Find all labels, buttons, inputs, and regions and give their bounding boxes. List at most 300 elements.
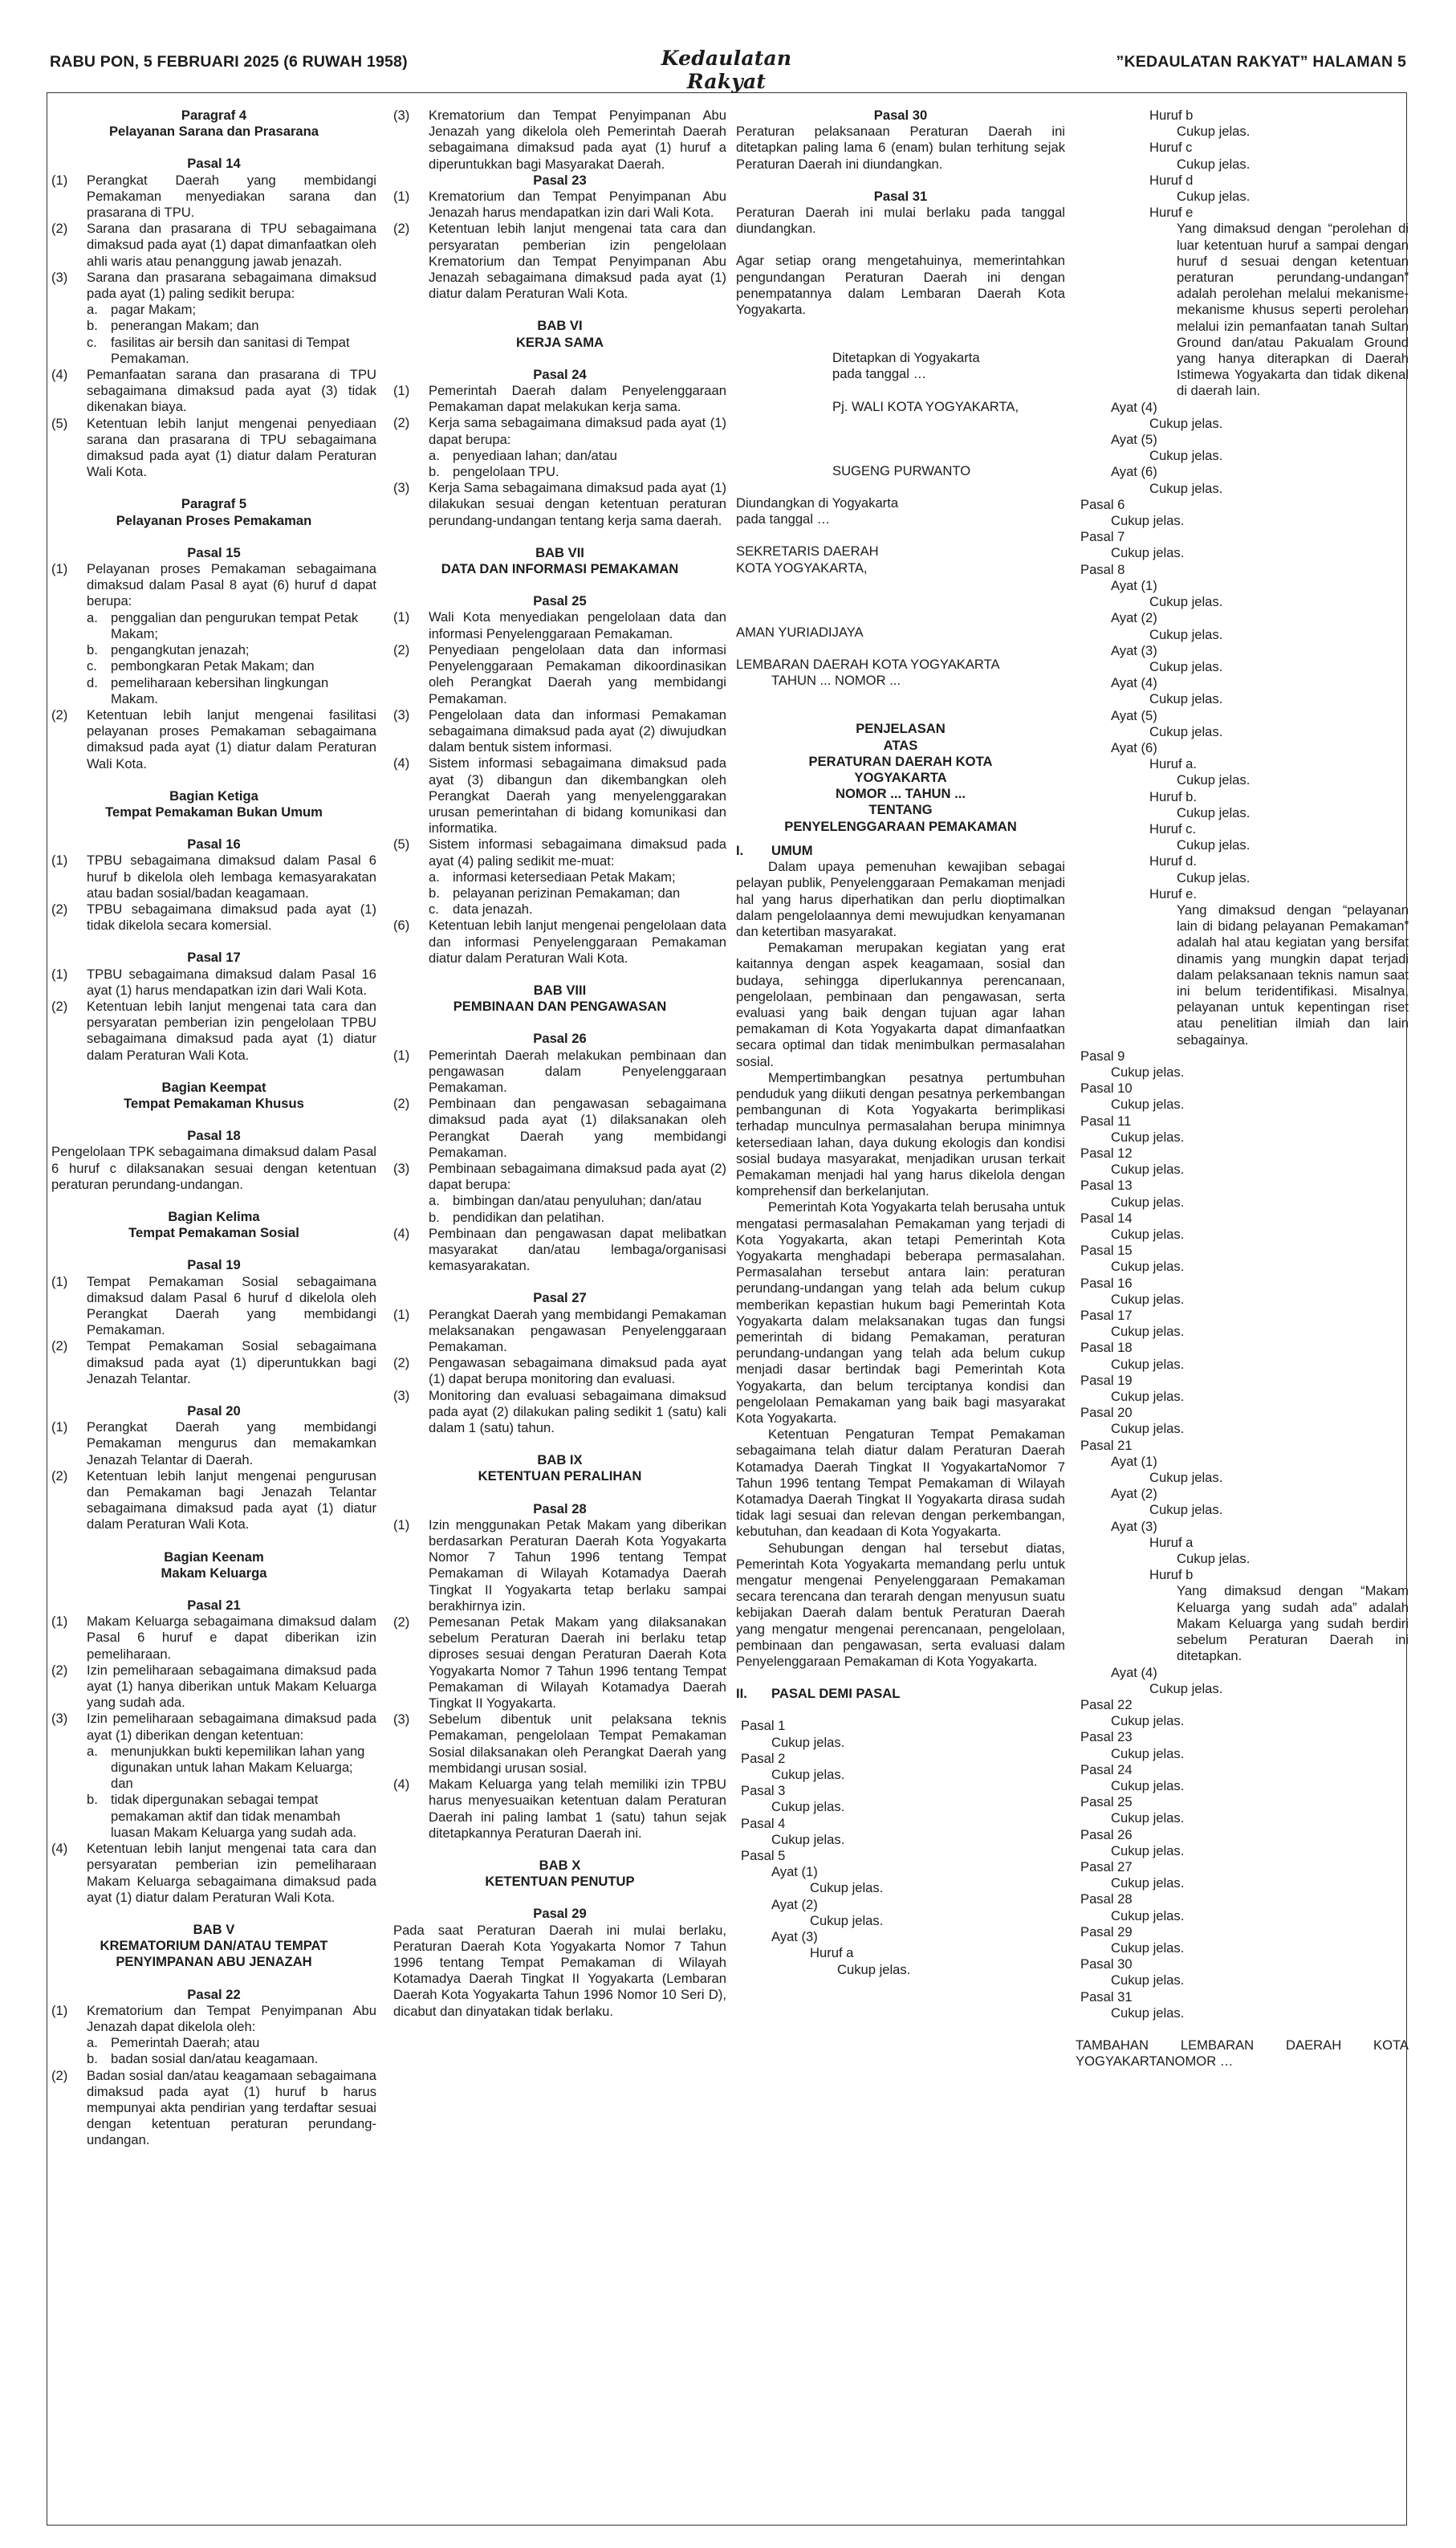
numbered-item: [51, 2003, 376, 2035]
explanation-line: Pasal 31: [1080, 1988, 1133, 2005]
numbered-item: [51, 1468, 376, 1533]
numbered-item: [393, 918, 726, 967]
paragraph: TAHUN ... NOMOR ...: [771, 673, 901, 689]
heading: Pelayanan Sarana dan Prasarana: [108, 124, 319, 140]
item-number: (3): [393, 1387, 410, 1403]
numbered-item: [51, 999, 376, 1064]
spacer: [51, 1971, 376, 1987]
explanation-line: Cukup jelas.: [1111, 1939, 1185, 1956]
spacer: [51, 1581, 376, 1598]
explanation-line: Huruf e: [1149, 205, 1194, 221]
item-text: Sarana dan prasarana sebagaimana dimaksud pada ayat (1) paling sedikit berupa:: [87, 269, 376, 302]
sub-item-text: pagar Makam;: [111, 302, 197, 318]
explanation-line: Cukup jelas.: [1111, 1064, 1185, 1080]
heading: Pasal 29: [533, 1906, 587, 1922]
item-number: (1): [393, 383, 410, 399]
paragraph: Pemakaman merupakan kegiatan yang erat kaitannya dengan aspek keagamaan, sosial dan budaya, sehingga diperlukannya perencanaan, pengelolaan, pembinaan dan pengawasan, serta evaluasi yang baik dengan tujuan agar lahan pemakaman di Kota Yogyakarta dapat dimanfaatkan secara optimal dan tidak menimbulkan permasalahan sosial.: [736, 940, 1065, 1069]
spacer: [393, 1890, 726, 1906]
sub-item-letter: c.: [87, 658, 97, 674]
numbered-item: [393, 609, 726, 641]
sub-item-text: pembongkaran Petak Makam; dan: [111, 658, 315, 674]
page-number-label: ”KEDAULATAN RAKYAT” HALAMAN 5: [1116, 53, 1406, 71]
numbered-item: [51, 1338, 376, 1387]
spacer: [736, 334, 1065, 350]
spacer: [51, 480, 376, 496]
item-number: (1): [393, 1516, 410, 1532]
heading: NOMOR ... TAHUN ...: [836, 786, 966, 802]
sub-item-letter: a.: [429, 447, 440, 463]
sub-item-text: pengangkutan jenazah;: [111, 642, 250, 658]
spacer: [736, 527, 1065, 543]
explanation-line: Cukup jelas.: [1149, 626, 1223, 642]
spacer: [736, 592, 1065, 609]
item-text: Izin menggunakan Petak Makam yang diberikan berdasarkan Peraturan Daerah Kota Yogyakarta Nomor 7 Tahun 1996 tentang Tempat Pemakaman di Wilayah Kotamadya Daerah Tingkat II Yogyakarta tetap berlaku sampai berakhirnya izin.: [429, 1516, 726, 1614]
paragraph: Peraturan pelaksanaan Peraturan Daerah ini ditetapkan paling lama 6 (enam) bulan terhitung sejak Peraturan Daerah ini diundangkan.: [736, 124, 1065, 172]
heading: BAB IX: [537, 1452, 583, 1468]
sub-item-text: penyediaan lahan; dan/atau: [453, 447, 617, 463]
explanation-line: Pasal 15: [1080, 1243, 1133, 1259]
item-number: (3): [393, 706, 410, 722]
explanation-line: Cukup jelas.: [1177, 1551, 1251, 1567]
item-number: (2): [393, 415, 410, 431]
explanation-line: Huruf d: [1149, 172, 1194, 188]
explanation-line: Ayat (6): [1111, 739, 1157, 755]
explanation-line: Huruf c: [1149, 140, 1193, 156]
explanation-line: Yang dimaksud dengan “perolehan di luar ketentuan huruf a sampai dengan huruf d sesuai dengan ketentuan peraturan perundang-undangan” adalah perolehan melalui mekanisme-mekanisme khusus seperti perolehan melalui izin pemanfaatan tanah Sultan Ground dan/atau Pakualam Ground yang hanya diterapkan di Daerah Istimewa Yogyakarta dan tidak dikenal di daerah lain.: [1177, 221, 1409, 399]
item-number: (3): [393, 480, 410, 496]
explanation-line: Huruf a: [810, 1945, 854, 1961]
numbered-item: [51, 270, 376, 302]
explanation-line: Cukup jelas.: [1111, 545, 1185, 561]
heading: KERJA SAMA: [515, 334, 604, 350]
explanation-line: Cukup jelas.: [1149, 1680, 1223, 1696]
item-text: Sistem informasi sebagaimana dimaksud pada ayat (4) paling sedikit me-muat:: [429, 836, 726, 869]
sub-item-letter: d.: [87, 674, 98, 690]
text-column-2: [393, 108, 726, 2020]
item-number: (1): [51, 853, 68, 869]
explanation-line: Pasal 24: [1080, 1761, 1133, 1777]
explanation-line: Cukup jelas.: [1111, 1842, 1185, 1858]
spacer: [393, 1274, 726, 1290]
explanation-line: Pasal 19: [1080, 1372, 1133, 1388]
heading: PERATURAN DAERAH KOTA: [808, 753, 993, 769]
heading: Pasal 18: [187, 1128, 241, 1144]
sub-item: [51, 302, 376, 318]
explanation-line: Ayat (1): [1111, 577, 1157, 593]
explanation-line: Pasal 1: [741, 1718, 786, 1734]
explanation-line: Cukup jelas.: [1149, 1502, 1223, 1518]
sub-item-letter: a.: [87, 609, 98, 625]
item-text: TPBU sebagaimana dimaksud dalam Pasal 6 huruf b dikelola oleh lembaga kemasyarakatan atau badan sosial/badan keagamaan.: [87, 853, 376, 901]
explanation-line: Cukup jelas.: [1111, 1259, 1185, 1275]
numbered-item: [393, 480, 726, 529]
heading: KREMATORIUM DAN/ATAU TEMPAT: [100, 1938, 328, 1954]
spacer: [51, 529, 376, 545]
sub-item-letter: b.: [429, 885, 440, 901]
item-text: Penyediaan pengelolaan data dan informasi Penyelenggaraan Pemakaman dikoordinasikan oleh Perangkat Daerah yang membidangi Pemakaman.: [429, 641, 726, 706]
sub-item-text: bimbingan dan/atau penyuluhan; dan/atau: [453, 1193, 702, 1209]
item-text: Pengawasan sebagaimana dimaksud pada ayat (1) dapat berupa monitoring dan evaluasi.: [429, 1355, 726, 1387]
explanation-line: Pasal 20: [1080, 1405, 1133, 1421]
numbered-item: [51, 1274, 376, 1339]
item-text: Pembinaan dan pengawasan sebagaimana dimaksud pada ayat (1) dilaksanakan oleh Perangkat Daerah yang membidangi Pemakaman.: [429, 1096, 726, 1160]
item-number: (1): [51, 2002, 68, 2018]
item-text: Izin pemeliharaan sebagaimana dimaksud pada ayat (1) hanya diberikan untuk Makam Keluarga yang sudah ada.: [87, 1662, 376, 1711]
item-text: TPBU sebagaimana dimaksud dalam Pasal 16 ayat (1) harus mendapatkan izin dari Wali Kota.: [87, 966, 376, 998]
heading: PENJELASAN: [856, 721, 946, 737]
spacer: [393, 577, 726, 593]
explanation-line: Cukup jelas.: [1177, 837, 1251, 853]
spacer: [736, 609, 1065, 625]
sub-item-text: penggalian dan pengurukan tempat Petak Makam;: [111, 609, 359, 641]
sub-item-letter: c.: [429, 902, 439, 918]
explanation-line: Pasal 9: [1080, 1048, 1125, 1064]
sub-item-letter: a.: [87, 2035, 98, 2051]
sub-item-text: pemeliharaan kebersihan lingkungan Makam.: [111, 674, 329, 706]
item-text: PASAL DEMI PASAL: [771, 1686, 901, 1702]
paragraph: SEKRETARIS DAERAH: [736, 543, 879, 560]
paragraph: AMAN YURIADIJAYA: [736, 624, 864, 640]
item-text: Makam Keluarga yang telah memiliki izin TPBU harus menyesuaikan ketentuan dalam Peraturan Daerah ini paling lambat 1 (satu) tahun sejak ditetapkannya Peraturan Daerah ini.: [429, 1777, 726, 1841]
item-text: Sebelum dibentuk unit pelaksana teknis Pemakaman, pengelolaan Tempat Pemakaman Sosial dilaksanakan oleh Perangkat Daerah yang membidangi urusan sosial.: [429, 1712, 726, 1776]
sub-item-letter: b.: [87, 642, 98, 658]
item-text: Tempat Pemakaman Sosial sebagaimana dimaksud dalam Pasal 6 huruf d dikelola oleh Perangkat Daerah yang membidangi Pemakaman.: [87, 1273, 376, 1338]
item-number: (1): [51, 966, 68, 982]
spacer: [393, 1485, 726, 1501]
numbered-item: [51, 561, 376, 610]
explanation-line: Cukup jelas.: [1177, 189, 1251, 205]
item-text: Tempat Pemakaman Sosial sebagaimana dimaksud pada ayat (1) diperuntukkan bagi Jenazah Telantar.: [87, 1338, 376, 1386]
item-number: (2): [393, 1355, 410, 1371]
spacer: [736, 237, 1065, 253]
numbered-item: [393, 1355, 726, 1387]
sub-item-text: pendidikan dan pelatihan.: [453, 1209, 605, 1225]
spacer: [51, 820, 376, 836]
sub-item-text: pengelolaan TPU.: [453, 464, 559, 480]
sub-item: [393, 1193, 726, 1209]
paragraph: Peraturan Daerah ini mulai berlaku pada tanggal diundangkan.: [736, 205, 1065, 237]
explanation-line: Cukup jelas.: [1111, 1097, 1185, 1113]
explanation-line: Huruf b: [1149, 1567, 1194, 1583]
sub-item-text: Pemerintah Daerah; atau: [111, 2035, 260, 2051]
item-text: UMUM: [771, 842, 813, 858]
paragraph: KOTA YOGYAKARTA,: [736, 560, 868, 576]
item-text: Kerja Sama sebagaimana dimaksud pada ayat (1) dilakukan sesuai dengan ketentuan peraturan perundang-undangan tentang kerja sama daerah.: [429, 480, 726, 528]
item-number: (2): [51, 706, 68, 722]
numbered-item: [393, 836, 726, 869]
item-number: (1): [393, 609, 410, 625]
item-number: (2): [51, 1338, 68, 1354]
section-heading: [736, 1686, 1065, 1702]
numbered-item: [51, 707, 376, 772]
item-number: (2): [51, 1662, 68, 1678]
heading: Pasal 20: [187, 1403, 241, 1419]
heading: Bagian Ketiga: [169, 788, 258, 804]
explanation-line: Cukup jelas.: [771, 1767, 845, 1783]
sub-item: [51, 675, 376, 707]
heading: TENTANG: [868, 802, 933, 818]
sub-item: [393, 885, 726, 902]
numbered-item: [393, 221, 726, 302]
explanation-line: Ayat (5): [1111, 707, 1157, 723]
spacer: [736, 641, 1065, 657]
explanation-line: Huruf b.: [1149, 788, 1198, 804]
numbered-item: [393, 383, 726, 415]
explanation-line: Ayat (5): [1111, 432, 1157, 448]
explanation-line: Cukup jelas.: [1111, 1745, 1185, 1761]
sub-item: [393, 902, 726, 918]
explanation-line: Cukup jelas.: [1111, 1162, 1185, 1178]
item-text: Ketentuan lebih lanjut mengenai pengelolaan data dan informasi Penyelenggaraan Pemakaman diatur dalam Peraturan Wali Kota.: [429, 918, 726, 966]
spacer: [393, 351, 726, 367]
numbered-item: [51, 1419, 376, 1468]
explanation-line: Ayat (2): [771, 1896, 818, 1912]
item-text: Perangkat Daerah yang membidangi Pemakaman mengurus dan memakamkan Jenazah Telantar di Daerah.: [87, 1419, 376, 1467]
explanation-line: Cukup jelas.: [1149, 448, 1223, 464]
explanation-line: Cukup jelas.: [1149, 723, 1223, 739]
spacer: [393, 302, 726, 318]
item-text: Ketentuan lebih lanjut mengenai penyediaan sarana dan prasarana di TPU sebagaimana dimaksud pada ayat (1) diatur dalam Peraturan Wali Kota.: [87, 415, 376, 480]
item-number: (3): [393, 1712, 410, 1728]
explanation-line: Cukup jelas.: [1111, 1324, 1185, 1340]
item-text: Krematorium dan Tempat Penyimpanan Abu Jenazah yang dikelola oleh Pemerintah Daerah sebagaimana dimaksud pada ayat (1) huruf a diperuntukkan bagi Masyarakat Daerah.: [429, 108, 726, 172]
explanation-line: Ayat (1): [1111, 1453, 1157, 1469]
sub-item-letter: b.: [87, 1792, 98, 1808]
paragraph: Ketentuan Pengaturan Tempat Pemakaman sebagaimana telah diatur dalam Peraturan Daerah Kotamadya Daerah Tingkat II YogyakartaNomor 7 Tahun 1996 tentang Tempat Pemakaman di Wilayah Kotamadya Daerah Tingkat II Yogyakarta dirasa sudah tidak lagi sesuai dan relevan dengan perkembangan, kebutuhan, dan keadaan di Kota Yogyakarta.: [736, 1427, 1065, 1540]
spacer: [51, 1241, 376, 1257]
item-text: Ketentuan lebih lanjut mengenai fasilitasi pelayanan proses Pemakaman sebagaimana dimaksud pada ayat (1) diatur dalam Peraturan Wali Kota.: [87, 706, 376, 771]
item-number: (2): [51, 221, 68, 237]
explanation-line: Cukup jelas.: [1177, 869, 1251, 885]
item-number: (2): [393, 1096, 410, 1112]
explanation-line: Ayat (4): [1111, 399, 1157, 415]
heading: Tempat Pemakaman Sosial: [128, 1225, 299, 1241]
item-text: Makam Keluarga sebagaimana dimaksud dalam Pasal 6 huruf e dapat diberikan izin pemeliharaan.: [87, 1614, 376, 1662]
item-number: II.: [736, 1686, 747, 1702]
item-number: (2): [393, 641, 410, 657]
sub-item: [51, 335, 376, 367]
explanation-line: Cukup jelas.: [1111, 513, 1185, 529]
explanation-line: Pasal 26: [1080, 1826, 1133, 1842]
sub-item-letter: b.: [429, 1209, 440, 1225]
item-number: (1): [51, 561, 68, 577]
explanation-line: Cukup jelas.: [837, 1961, 911, 1977]
text-column-4: [1076, 108, 1409, 2070]
spacer: [393, 529, 726, 545]
text-column-1: [51, 108, 376, 2149]
heading: Pasal 24: [533, 366, 587, 382]
item-number: (6): [393, 918, 410, 934]
heading: Pasal 21: [187, 1598, 241, 1614]
spacer: [51, 934, 376, 950]
explanation-line: Pasal 28: [1080, 1891, 1133, 1907]
explanation-line: Pasal 7: [1080, 529, 1125, 545]
item-text: Pemerintah Daerah melakukan pembinaan dan pengawasan dalam Penyelenggaraan Pemakaman.: [429, 1047, 726, 1095]
item-text: Krematorium dan Tempat Penyimpanan Abu Jenazah harus mendapatkan izin dari Wali Kota.: [429, 189, 726, 221]
item-number: (3): [51, 1711, 68, 1727]
numbered-item: [393, 1226, 726, 1275]
sub-item-text: data jenazah.: [453, 902, 533, 918]
numbered-item: [51, 173, 376, 222]
spacer: [736, 689, 1065, 705]
heading: Paragraf 4: [181, 108, 247, 123]
item-text: Pelayanan proses Pemakaman sebagaimana dimaksud dalam Pasal 8 ayat (6) huruf d dapat berupa:: [87, 561, 376, 609]
item-number: (4): [393, 1777, 410, 1793]
explanation-line: Cukup jelas.: [1111, 1227, 1185, 1243]
explanation-line: Huruf c.: [1149, 820, 1197, 836]
spacer: [393, 1842, 726, 1858]
explanation-line: Huruf a.: [1149, 756, 1198, 772]
sub-item: [51, 318, 376, 334]
explanation-line: Pasal 5: [741, 1848, 786, 1864]
explanation-line: Pasal 29: [1080, 1923, 1133, 1939]
item-number: (1): [393, 189, 410, 205]
numbered-item: [51, 902, 376, 934]
sub-item-letter: a.: [87, 302, 98, 318]
explanation-line: Cukup jelas.: [771, 1799, 845, 1815]
numbered-item: [51, 2068, 376, 2149]
explanation-line: Cukup jelas.: [810, 1880, 884, 1896]
explanation-line: Cukup jelas.: [1111, 1810, 1185, 1826]
section-heading: [736, 843, 1065, 859]
explanation-line: Pasal 8: [1080, 561, 1125, 577]
explanation-line: Pasal 25: [1080, 1794, 1133, 1810]
heading: Bagian Kelima: [168, 1208, 260, 1224]
numbered-item: [51, 1614, 376, 1663]
numbered-item: [393, 642, 726, 707]
numbered-item: [51, 1663, 376, 1712]
explanation-line: Pasal 22: [1080, 1696, 1133, 1712]
explanation-line: Pasal 18: [1080, 1340, 1133, 1356]
explanation-line: Yang dimaksud dengan “Makam Keluarga yang sudah ada” adalah Makam Keluarga yang sudah berdiri sebelum Peraturan Daerah ini ditetapkan.: [1177, 1583, 1409, 1664]
sub-item: [393, 448, 726, 464]
paragraph: Diundangkan di Yogyakarta: [736, 495, 899, 511]
explanation-line: Cukup jelas.: [1177, 772, 1251, 788]
heading: PENYIMPANAN ABU JENAZAH: [116, 1954, 312, 1970]
heading: ATAS: [883, 737, 918, 753]
heading: KETENTUAN PERALIHAN: [478, 1468, 642, 1484]
numbered-item: [393, 755, 726, 836]
paragraph: pada tanggal …: [736, 511, 831, 527]
explanation-line: Pasal 6: [1080, 496, 1125, 512]
heading: Bagian Keempat: [161, 1079, 266, 1095]
spacer: [51, 1533, 376, 1549]
explanation-line: Pasal 13: [1080, 1178, 1133, 1194]
paragraph: Mempertimbangkan pesatnya pertumbuhan penduduk yang diikuti dengan pesatnya perkembangan pembangunan di Kota Yogyakarta berimplikasi terhadap munculnya permasalahan berupa minimnya ketersediaan lahan, daya dukung ekologis dan kondisi sosial budaya masyarakat, menjadikan urusan terkait Pemakaman menjadi hal yang harus dikelola dengan komprehensif dan berkelanjutan.: [736, 1069, 1065, 1199]
explanation-line: Ayat (3): [1111, 642, 1157, 658]
explanation-line: Cukup jelas.: [1111, 1194, 1185, 1210]
spacer: [736, 318, 1065, 334]
heading: BAB VII: [535, 544, 584, 560]
item-number: (1): [51, 172, 68, 188]
explanation-line: Cukup jelas.: [1177, 156, 1251, 172]
spacer: [393, 1436, 726, 1452]
item-text: Perangkat Daerah yang membidangi Pemakaman melaksanakan pengawasan Penyelenggaraan Pemakaman.: [429, 1306, 726, 1355]
heading: BAB V: [193, 1921, 235, 1937]
paragraph: Pemerintah Kota Yogyakarta telah berusaha untuk mengatasi permasalahan Pemakaman yang terjadi di Kota Yogyakarta, akan tetapi Pemerintah Kota Yogyakarta menghadapi beberapa permasalahan. Permasalahan tersebut antara lain: peraturan perundang-undangan yang telah ada belum cukup memberikan kepastian hukum bagi Pemerintah Kota Yogyakarta dalam melaksanakan tugas dan fungsi pemerintah di bidang Pemakaman, peraturan perundang-undangan yang telah ada belum cukup menjadi dasar bertindak bagi Pemerintah Kota Yogyakarta, dan belum terciptanya kondisi dan pengelolaan Pemakaman yang baik bagi masyarakat Kota Yogyakarta.: [736, 1199, 1065, 1426]
explanation-line: Cukup jelas.: [1149, 480, 1223, 496]
heading: Bagian Keenam: [164, 1549, 264, 1565]
item-text: Pengelolaan data dan informasi Pemakaman sebagaimana dimaksud pada ayat (2) diwujudkan dalam bentuk sistem informasi.: [429, 706, 726, 755]
heading: Tempat Pemakaman Bukan Umum: [105, 804, 323, 820]
heading: BAB VI: [537, 318, 583, 334]
explanation-line: Cukup jelas.: [1149, 658, 1223, 674]
sub-item-letter: a.: [429, 869, 440, 885]
explanation-line: Cukup jelas.: [1111, 1713, 1185, 1729]
explanation-line: Cukup jelas.: [771, 1831, 845, 1847]
spacer: [736, 431, 1065, 447]
heading: Pasal 14: [187, 156, 241, 172]
explanation-line: Pasal 3: [741, 1783, 786, 1799]
paragraph: Dalam upaya pemenuhan kewajiban sebagai pelayan publik, Penyelenggaraan Pemakaman menjadi hal yang harus diperhatikan dan perlu dioptimalkan dalam pengelolaannya demi mewujudkan kenyamanan dan ketertiban masyarakat.: [736, 859, 1065, 939]
explanation-line: Ayat (2): [1111, 1486, 1157, 1502]
numbered-item: [393, 108, 726, 173]
item-number: (2): [51, 998, 68, 1014]
heading: DATA DAN INFORMASI PEMAKAMAN: [441, 561, 679, 577]
item-number: (3): [393, 1160, 410, 1176]
paragraph: Sehubungan dengan hal tersebut diatas, Pemerintah Kota Yogyakarta memandang perlu untuk mengatur mengenai Penyelenggaraan Pemakaman secara terencana dan terarah dengan menyusun suatu kebijakan Daerah dalam bentuk Peraturan Daerah yang mengatur mengenai perencanaan, pengelolaan, pembinaan dan pengawasan, serta evaluasi dalam Penyelenggaraan Pemakaman di Kota Yogyakarta.: [736, 1540, 1065, 1670]
heading: Pelayanan Proses Pemakaman: [116, 512, 312, 528]
explanation-line: Cukup jelas.: [1149, 594, 1223, 610]
explanation-line: Cukup jelas.: [1111, 1291, 1185, 1307]
item-text: Pemanfaatan sarana dan prasarana di TPU sebagaimana dimaksud pada ayat (3) tidak dikenakan biaya.: [87, 367, 376, 415]
numbered-item: [393, 189, 726, 221]
spacer: [51, 1064, 376, 1080]
item-text: Pembinaan dan pengawasan dapat melibatkan masyarakat dan/atau lembaga/organisasi kemasyarakatan.: [429, 1225, 726, 1274]
heading: Pasal 31: [873, 188, 928, 204]
item-text: Monitoring dan evaluasi sebagaimana dimaksud pada ayat (2) dilakukan paling sedikit 1 (satu) kali dalam 1 (satu) tahun.: [429, 1387, 726, 1436]
explanation-line: Cukup jelas.: [1111, 1972, 1185, 1988]
newspaper-masthead-logo: Kedaulatan Rakyat: [661, 47, 792, 93]
item-number: (4): [393, 755, 410, 771]
paragraph: Agar setiap orang mengetahuinya, memerintahkan pengundangan Peraturan Daerah ini dengan penempatannya dalam Lembaran Daerah Kota Yogyakarta.: [736, 253, 1065, 318]
item-number: (2): [51, 1467, 68, 1484]
paragraph: Pada saat Peraturan Daerah ini mulai berlaku, Peraturan Daerah Kota Yogyakarta Nomor 7 Tahun 1996 tentang Tempat Pemakaman di Wilayah Kotamadya Daerah Tingkat II Yogyakarta (Lembaran Daerah Kota Yogyakarta Tahun 1996 Nomor 10 Seri D), dicabut dan dinyatakan tidak berlaku.: [393, 1922, 726, 2019]
text-column-3: [736, 108, 1065, 1978]
explanation-line: Cukup jelas.: [1111, 1421, 1185, 1437]
sub-item: [51, 2035, 376, 2051]
sub-item-text: menunjukkan bukti kepemilikan lahan yang digunakan untuk lahan Makam Keluarga; dan: [111, 1743, 365, 1792]
signature-line: SUGENG PURWANTO: [832, 462, 971, 478]
explanation-line: Cukup jelas.: [1111, 1356, 1185, 1372]
item-number: (2): [51, 901, 68, 917]
item-number: (3): [51, 269, 68, 285]
item-number: (4): [51, 367, 68, 383]
numbered-item: [393, 1096, 726, 1161]
explanation-line: Pasal 23: [1080, 1729, 1133, 1745]
spacer: [393, 1015, 726, 1031]
explanation-line: Cukup jelas.: [1111, 2005, 1185, 2021]
explanation-line: Pasal 4: [741, 1815, 786, 1831]
spacer: [736, 576, 1065, 592]
heading: Pasal 19: [187, 1257, 241, 1273]
explanation-line: Yang dimaksud dengan “pelayanan lain di bidang pelayanan Pemakaman” adalah hal atau kegiatan yang bersifat dinamis yang mungkin dapat terjadi dalam pelaksanaan teknis namun saat ini belum teridentifikasi. Misalnya, pelayanan untuk kepentingan riset atau penelitian ilmiah dan lain sebagainya.: [1177, 902, 1409, 1048]
spacer: [1076, 2021, 1409, 2037]
issue-date: RABU PON, 5 FEBRUARI 2025 (6 RUWAH 1958): [50, 53, 408, 71]
heading: Pasal 17: [187, 950, 241, 966]
numbered-item: [393, 1614, 726, 1712]
item-text: Pembinaan sebagaimana dimaksud pada ayat (2) dapat berupa:: [429, 1160, 726, 1193]
spacer: [736, 1670, 1065, 1686]
item-text: Krematorium dan Tempat Penyimpanan Abu Jenazah dapat dikelola oleh:: [87, 2002, 376, 2034]
explanation-line: Cukup jelas.: [1177, 124, 1251, 140]
explanation-line: Cukup jelas.: [1149, 691, 1223, 707]
numbered-item: [51, 967, 376, 999]
sub-item: [51, 1792, 376, 1841]
heading: YOGYAKARTA: [854, 770, 947, 786]
explanation-line: Huruf a: [1149, 1534, 1194, 1550]
item-text: Pemesanan Petak Makam yang dilaksanakan sebelum Peraturan Daerah ini berlaku tetap diproses sesuai dengan Peraturan Daerah Kota Yogyakarta Nomor 7 Tahun 1996 tentang Tempat Pemakaman di Wilayah Kotamadya Daerah Tingkat II Yogyakarta.: [429, 1614, 726, 1712]
